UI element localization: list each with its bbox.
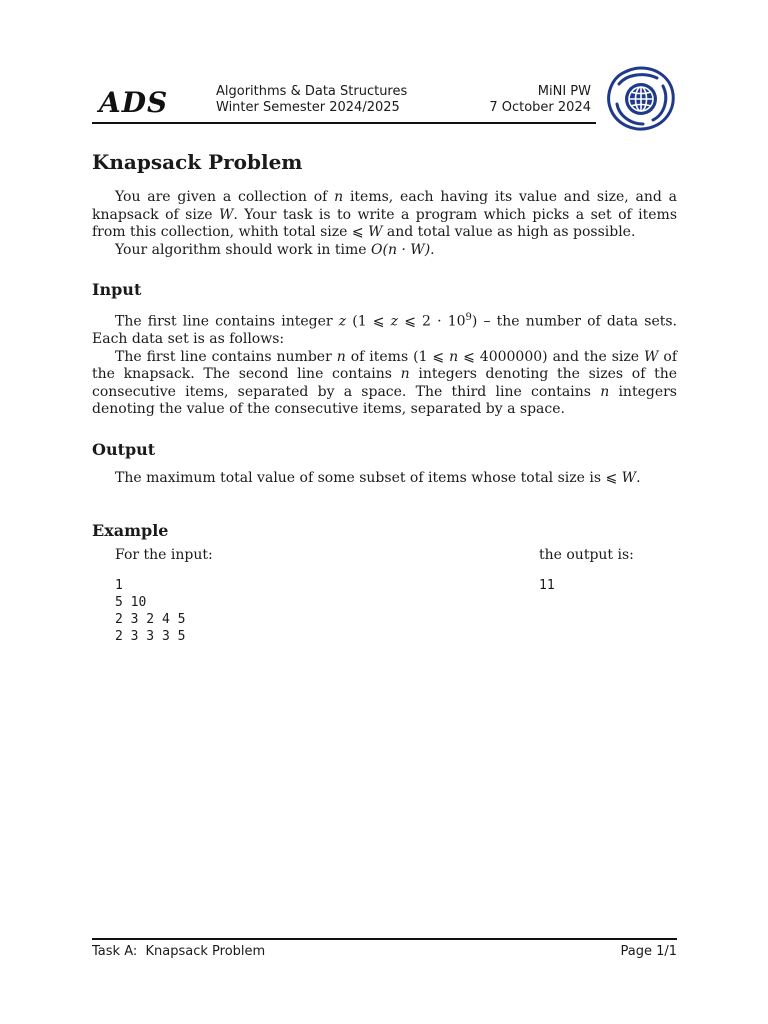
- example-input-label: For the input:: [115, 547, 213, 564]
- example-section: [92, 547, 677, 667]
- code-line: 2 3 3 3 5: [115, 629, 186, 645]
- header-course-info: [216, 84, 407, 116]
- university-seal-icon: [605, 64, 677, 132]
- input-paragraph-1: The first line contains integer z (1 ⩽ z ⩽ $2 \cdot 10^9$) – the number of data sets. Each data set is as follows:: [92, 312, 677, 348]
- problem-title: Knapsack Problem: [92, 150, 303, 174]
- code-line: 2 3 2 4 5: [115, 612, 186, 628]
- example-input-code: [115, 577, 213, 645]
- example-input: [115, 547, 213, 645]
- semester: Winter Semester 2024/2025: [216, 100, 400, 115]
- code-line: 11: [539, 578, 555, 594]
- course-name: Algorithms & Data Structures: [216, 84, 408, 99]
- code-line: 1: [115, 578, 123, 594]
- example-heading: Example: [92, 521, 169, 541]
- output-heading: Output: [92, 439, 156, 459]
- footer-page-number: Page 1/1: [620, 944, 677, 959]
- example-output-label: the output is:: [539, 547, 634, 564]
- input-section: [92, 309, 677, 419]
- example-output: [539, 547, 634, 594]
- footer-rule: [92, 938, 677, 940]
- example-output-code: [539, 577, 634, 594]
- input-paragraph-2: The first line contains number n of items (1 ⩽ n ⩽ 4000000) and the size W of the knapsack. The second line contains n integers denoting the sizes of the consecutive items, separated by a space. The third line contains n integers denoting the value of the consecutive items, separated by a space.: [92, 348, 678, 418]
- output-section: [92, 470, 677, 488]
- problem-intro: [92, 189, 677, 259]
- footer-task: Task A: Knapsack Problem: [92, 944, 266, 959]
- problem-content: [92, 148, 677, 667]
- header-meta: [489, 84, 591, 116]
- institution: MiNI PW: [537, 84, 591, 99]
- input-heading: Input: [92, 280, 142, 299]
- header-rule: [92, 122, 596, 124]
- output-paragraph: The maximum total value of some subset of items whose total size is ⩽ W.: [115, 469, 641, 486]
- date: 7 October 2024: [489, 100, 591, 115]
- header-logo-text: ADS: [99, 86, 169, 119]
- code-line: 5 10: [115, 595, 147, 611]
- intro-paragraph-1: You are given a collection of n items, each having its value and size, and a knapsack of size W. Your task is to write a program which picks a set of items from this collection, whith total size ⩽ W and total value as high as possible.: [92, 189, 678, 240]
- intro-paragraph-2: Your algorithm should work in time O(n · W).: [115, 241, 435, 258]
